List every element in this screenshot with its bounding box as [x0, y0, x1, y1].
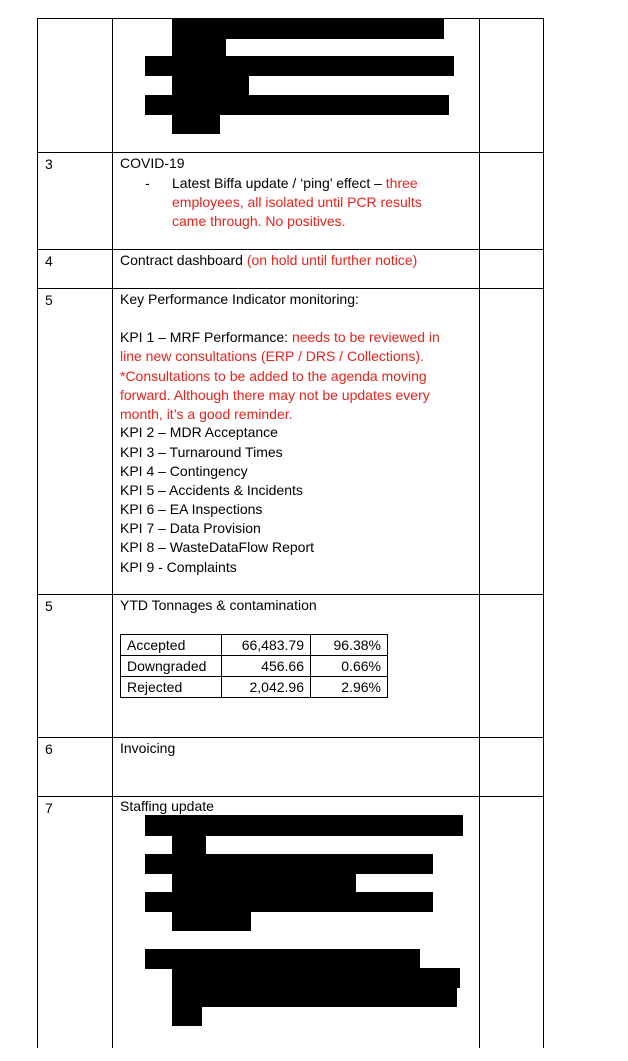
item-title: Key Performance Indicator monitoring:: [120, 291, 359, 307]
tonnage-label: Downgraded: [121, 656, 222, 677]
row-divider: [37, 796, 544, 797]
row-divider: [37, 594, 544, 595]
redaction-block: [172, 114, 220, 134]
row-divider: [37, 152, 544, 153]
item-number: 4: [45, 253, 53, 269]
item-title: [120, 251, 417, 270]
tonnage-value: 66,483.79: [222, 635, 311, 656]
kpi-1-note: month, it’s a good reminder.: [120, 406, 293, 422]
tonnage-label: Rejected: [121, 677, 222, 698]
tonnage-value: 456.66: [222, 656, 311, 677]
kpi-1-note: needs to be reviewed in: [291, 329, 440, 345]
tonnage-percent: 0.66%: [311, 656, 388, 677]
table-row: [121, 677, 388, 698]
item-number: 5: [45, 598, 53, 614]
kpi-1-note: line new consultations (ERP / DRS / Collections).: [120, 348, 424, 364]
bullet-text: [172, 174, 418, 193]
tonnage-value: 2,042.96: [222, 677, 311, 698]
tonnage-table: [120, 634, 388, 698]
item-number: 6: [45, 741, 53, 757]
item-title-red: (on hold until further notice): [246, 252, 418, 268]
row-divider: [37, 249, 544, 250]
redaction-block: [172, 19, 444, 39]
kpi-1: [120, 328, 440, 347]
kpi-1-note: *Consultations to be added to the agenda moving: [120, 368, 427, 384]
tonnage-percent: 2.96%: [311, 677, 388, 698]
item-number: 7: [45, 800, 53, 816]
kpi-item: KPI 9 - Complaints: [120, 559, 237, 575]
bullet-text-black: Latest Biffa update / ‘ping’ effect –: [172, 175, 386, 191]
redaction-block: [172, 987, 457, 1007]
bullet-text-red: three: [385, 175, 418, 191]
redaction-block: [145, 854, 433, 874]
table-border-col1: [112, 18, 113, 1048]
bullet-text-red: employees, all isolated until PCR results: [172, 194, 422, 210]
redaction-block: [172, 1006, 202, 1026]
item-title: YTD Tonnages & contamination: [120, 597, 317, 613]
kpi-item: KPI 5 – Accidents & Incidents: [120, 482, 303, 498]
item-title: COVID-19: [120, 155, 185, 171]
item-title: Invoicing: [120, 740, 176, 756]
kpi-item: KPI 2 – MDR Acceptance: [120, 424, 278, 440]
item-number: 5: [45, 292, 53, 308]
redaction-block: [172, 968, 460, 988]
kpi-1-label: KPI 1 – MRF Performance:: [120, 329, 292, 345]
bullet-dash: -: [145, 175, 150, 191]
tonnage-percent: 96.38%: [311, 635, 388, 656]
kpi-item: KPI 6 – EA Inspections: [120, 501, 263, 517]
redaction-block: [145, 949, 420, 969]
redaction-block: [172, 873, 356, 893]
kpi-item: KPI 8 – WasteDataFlow Report: [120, 539, 315, 555]
redaction-block: [172, 911, 251, 931]
redaction-block: [172, 75, 249, 95]
kpi-item: KPI 4 – Contingency: [120, 463, 248, 479]
table-border-col2: [479, 18, 480, 1048]
kpi-1-note: forward. Although there may not be updates every: [120, 387, 430, 403]
redaction-block: [145, 892, 433, 912]
item-title: Staffing update: [120, 798, 214, 814]
row-divider: [37, 288, 544, 289]
item-number: 3: [45, 156, 53, 172]
redaction-block: [145, 95, 449, 115]
table-row: [121, 635, 388, 656]
table-row: [121, 656, 388, 677]
table-border-right: [543, 18, 544, 1048]
redaction-block: [145, 815, 463, 836]
redaction-block: [172, 38, 226, 56]
tonnage-label: Accepted: [121, 635, 222, 656]
table-border-left: [37, 18, 38, 1048]
item-title-black: Contract dashboard: [120, 252, 247, 268]
row-divider: [37, 737, 544, 738]
kpi-item: KPI 7 – Data Provision: [120, 520, 261, 536]
bullet-text-red: came through. No positives.: [172, 213, 346, 229]
redaction-block: [172, 835, 206, 854]
kpi-item: KPI 3 – Turnaround Times: [120, 444, 283, 460]
redaction-block: [145, 56, 454, 76]
